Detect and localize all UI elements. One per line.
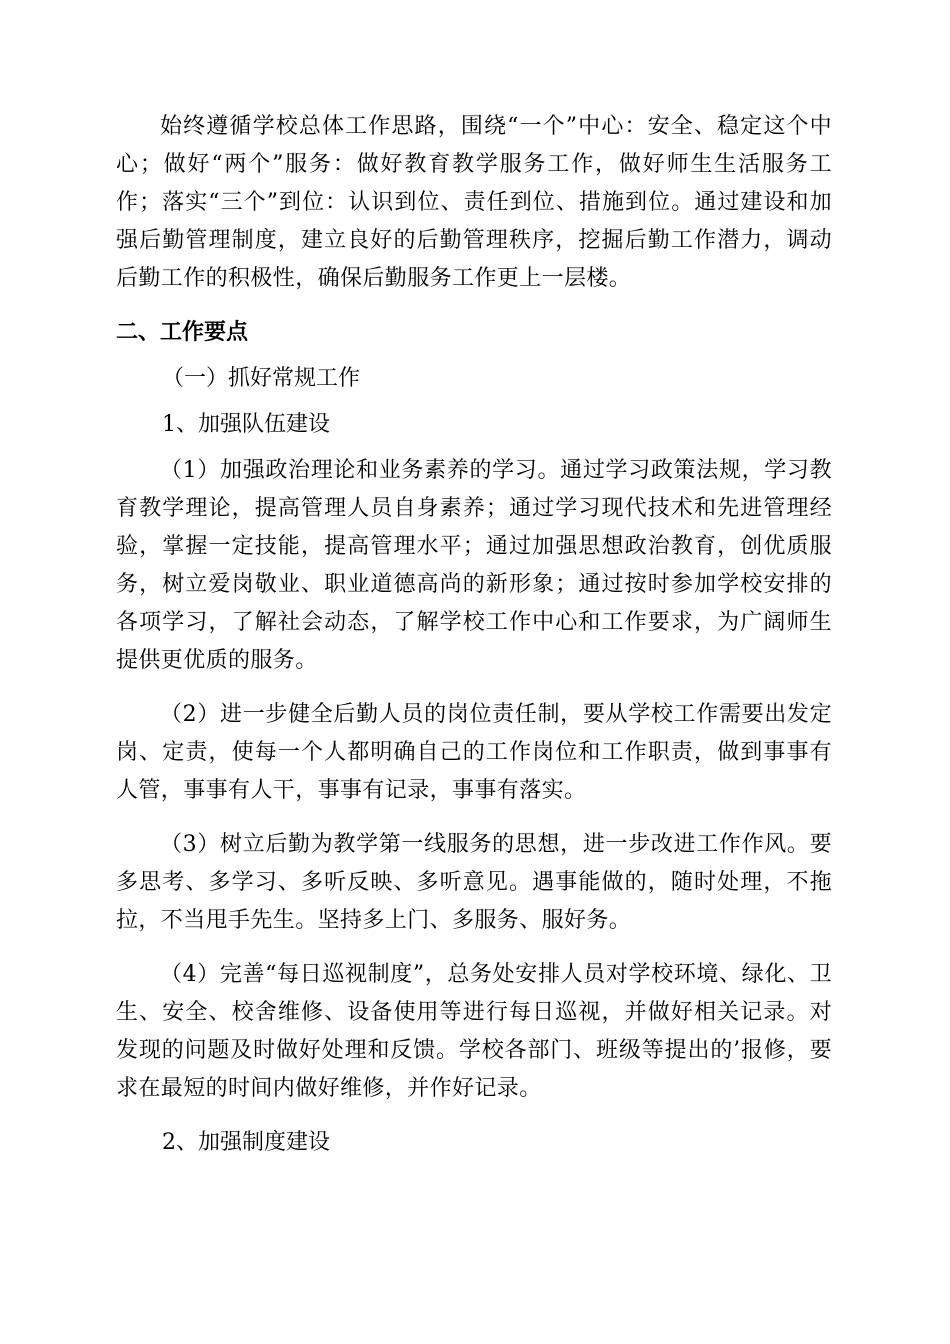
spacer — [116, 680, 832, 696]
item-heading: 2、加强制度建设 — [162, 1130, 330, 1155]
spacer — [116, 398, 832, 406]
intro-paragraph: 始终遵循学校总体工作思路，围绕“一个”中心：安全、稳定这个中心；做好“两个”服务：做好教育教学服务工作，做好师生生活服务工作；落实“三个”到位：认识到位、责任到位、措施到位。通过建设和加强后勤管理制度，建立良好的后勤管理秩序，挖掘后勤工作潜力，调动后勤工作的积极性，确保后勤服务工作更上一层楼。 — [116, 114, 832, 291]
spacer — [116, 352, 832, 360]
point-paragraph-1: （1）加强政治理论和业务素养的学习。通过学习政策法规，学习教育教学理论，提高管理人员自身素养；通过学习现代技术和先进管理经验，掌握一定技能，提高管理水平；通过加强思想政治教育，创优质服务，树立爱岗敬业、职业道德高尚的新形象；通过按时参加学校安排的各项学习，了解社会动态，了解学校工作中心和工作要求，为广阔师生提供更优质的服务。 — [116, 458, 832, 673]
point-paragraph-2: （2）进一步健全后勤人员的岗位责任制，要从学校工作需要出发定岗、定责，使每一个人都明确自己的工作岗位和工作职责，做到事事有人管，事事有人干，事事有记录，事事有落实。 — [116, 702, 832, 803]
spacer — [116, 940, 832, 956]
spacer — [116, 1108, 832, 1124]
subsection-heading: （一）抓好常规工作 — [162, 366, 361, 391]
spacer — [116, 444, 832, 452]
spacer — [116, 298, 832, 314]
item-heading: 1、加强队伍建设 — [162, 412, 330, 437]
spacer — [116, 810, 832, 826]
section-heading: 二、工作要点 — [116, 320, 249, 345]
point-paragraph-4: （4）完善“每日巡视制度”，总务处安排人员对学校环境、绿化、卫生、安全、校舍维修、设备使用等进行每日巡视，并做好相关记录。对发现的问题及时做好处理和反馈。学校各部门、班级等提出的’报修，要求在最短的时间内做好维修，并作好记录。 — [116, 962, 832, 1101]
document-page — [116, 108, 832, 1162]
point-paragraph-3: （3）树立后勤为教学第一线服务的思想，进一步改进工作作风。要多思考、多学习、多听反映、多听意见。遇事能做的，随时处理，不拖拉，不当甩手先生。坚持多上门、多服务、服好务。 — [116, 832, 832, 933]
